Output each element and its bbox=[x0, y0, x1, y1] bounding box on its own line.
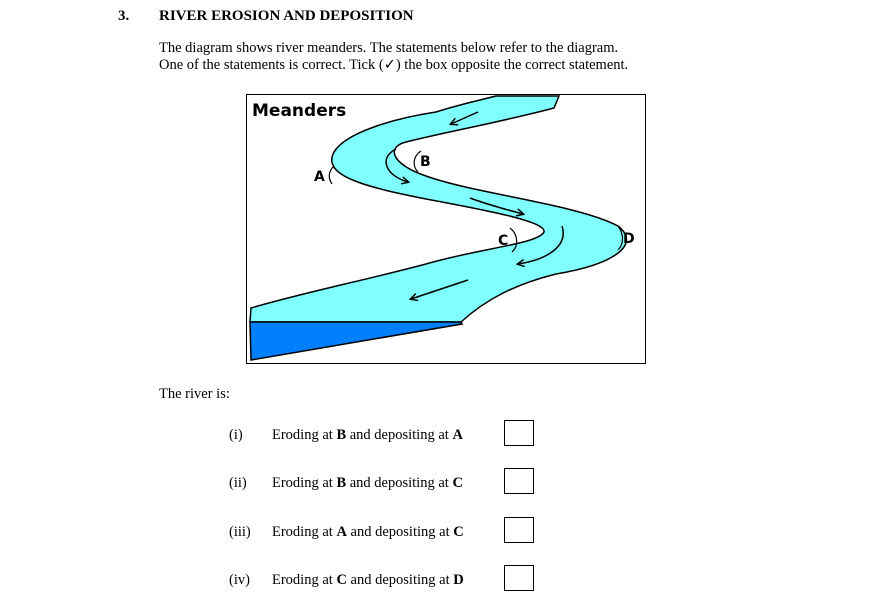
label-d: D bbox=[623, 231, 635, 247]
option-text: Eroding at B and depositing at C bbox=[272, 475, 463, 491]
question-number: 3. bbox=[118, 8, 130, 24]
tick-box-iii[interactable] bbox=[504, 517, 534, 543]
river-is-prompt: The river is: bbox=[159, 386, 230, 402]
option-number: (iv) bbox=[229, 572, 250, 588]
question-title: RIVER EROSION AND DEPOSITION bbox=[159, 8, 414, 24]
option-text: Eroding at B and depositing at A bbox=[272, 427, 463, 443]
option-number: (ii) bbox=[229, 475, 247, 491]
option-iii bbox=[229, 524, 464, 541]
tick-box-ii[interactable] bbox=[504, 468, 534, 494]
meanders-diagram bbox=[246, 94, 646, 364]
option-number: (i) bbox=[229, 427, 243, 443]
label-a: A bbox=[314, 169, 325, 185]
tick-box-i[interactable] bbox=[504, 420, 534, 446]
label-b: B bbox=[420, 154, 431, 170]
question-intro bbox=[159, 40, 628, 74]
option-number: (iii) bbox=[229, 524, 251, 540]
tick-box-iv[interactable] bbox=[504, 565, 534, 591]
option-ii bbox=[229, 475, 463, 492]
label-c: C bbox=[498, 233, 509, 249]
option-i bbox=[229, 427, 463, 444]
option-text: Eroding at C and depositing at D bbox=[272, 572, 464, 588]
intro-line-1: The diagram shows river meanders. The statements below refer to the diagram. bbox=[159, 40, 619, 56]
diagram-title: Meanders bbox=[252, 101, 347, 121]
intro-line-2: One of the statements is correct. Tick (✓) the box opposite the correct statement. bbox=[159, 57, 629, 73]
option-text: Eroding at A and depositing at C bbox=[272, 524, 464, 540]
option-iv bbox=[229, 572, 464, 589]
